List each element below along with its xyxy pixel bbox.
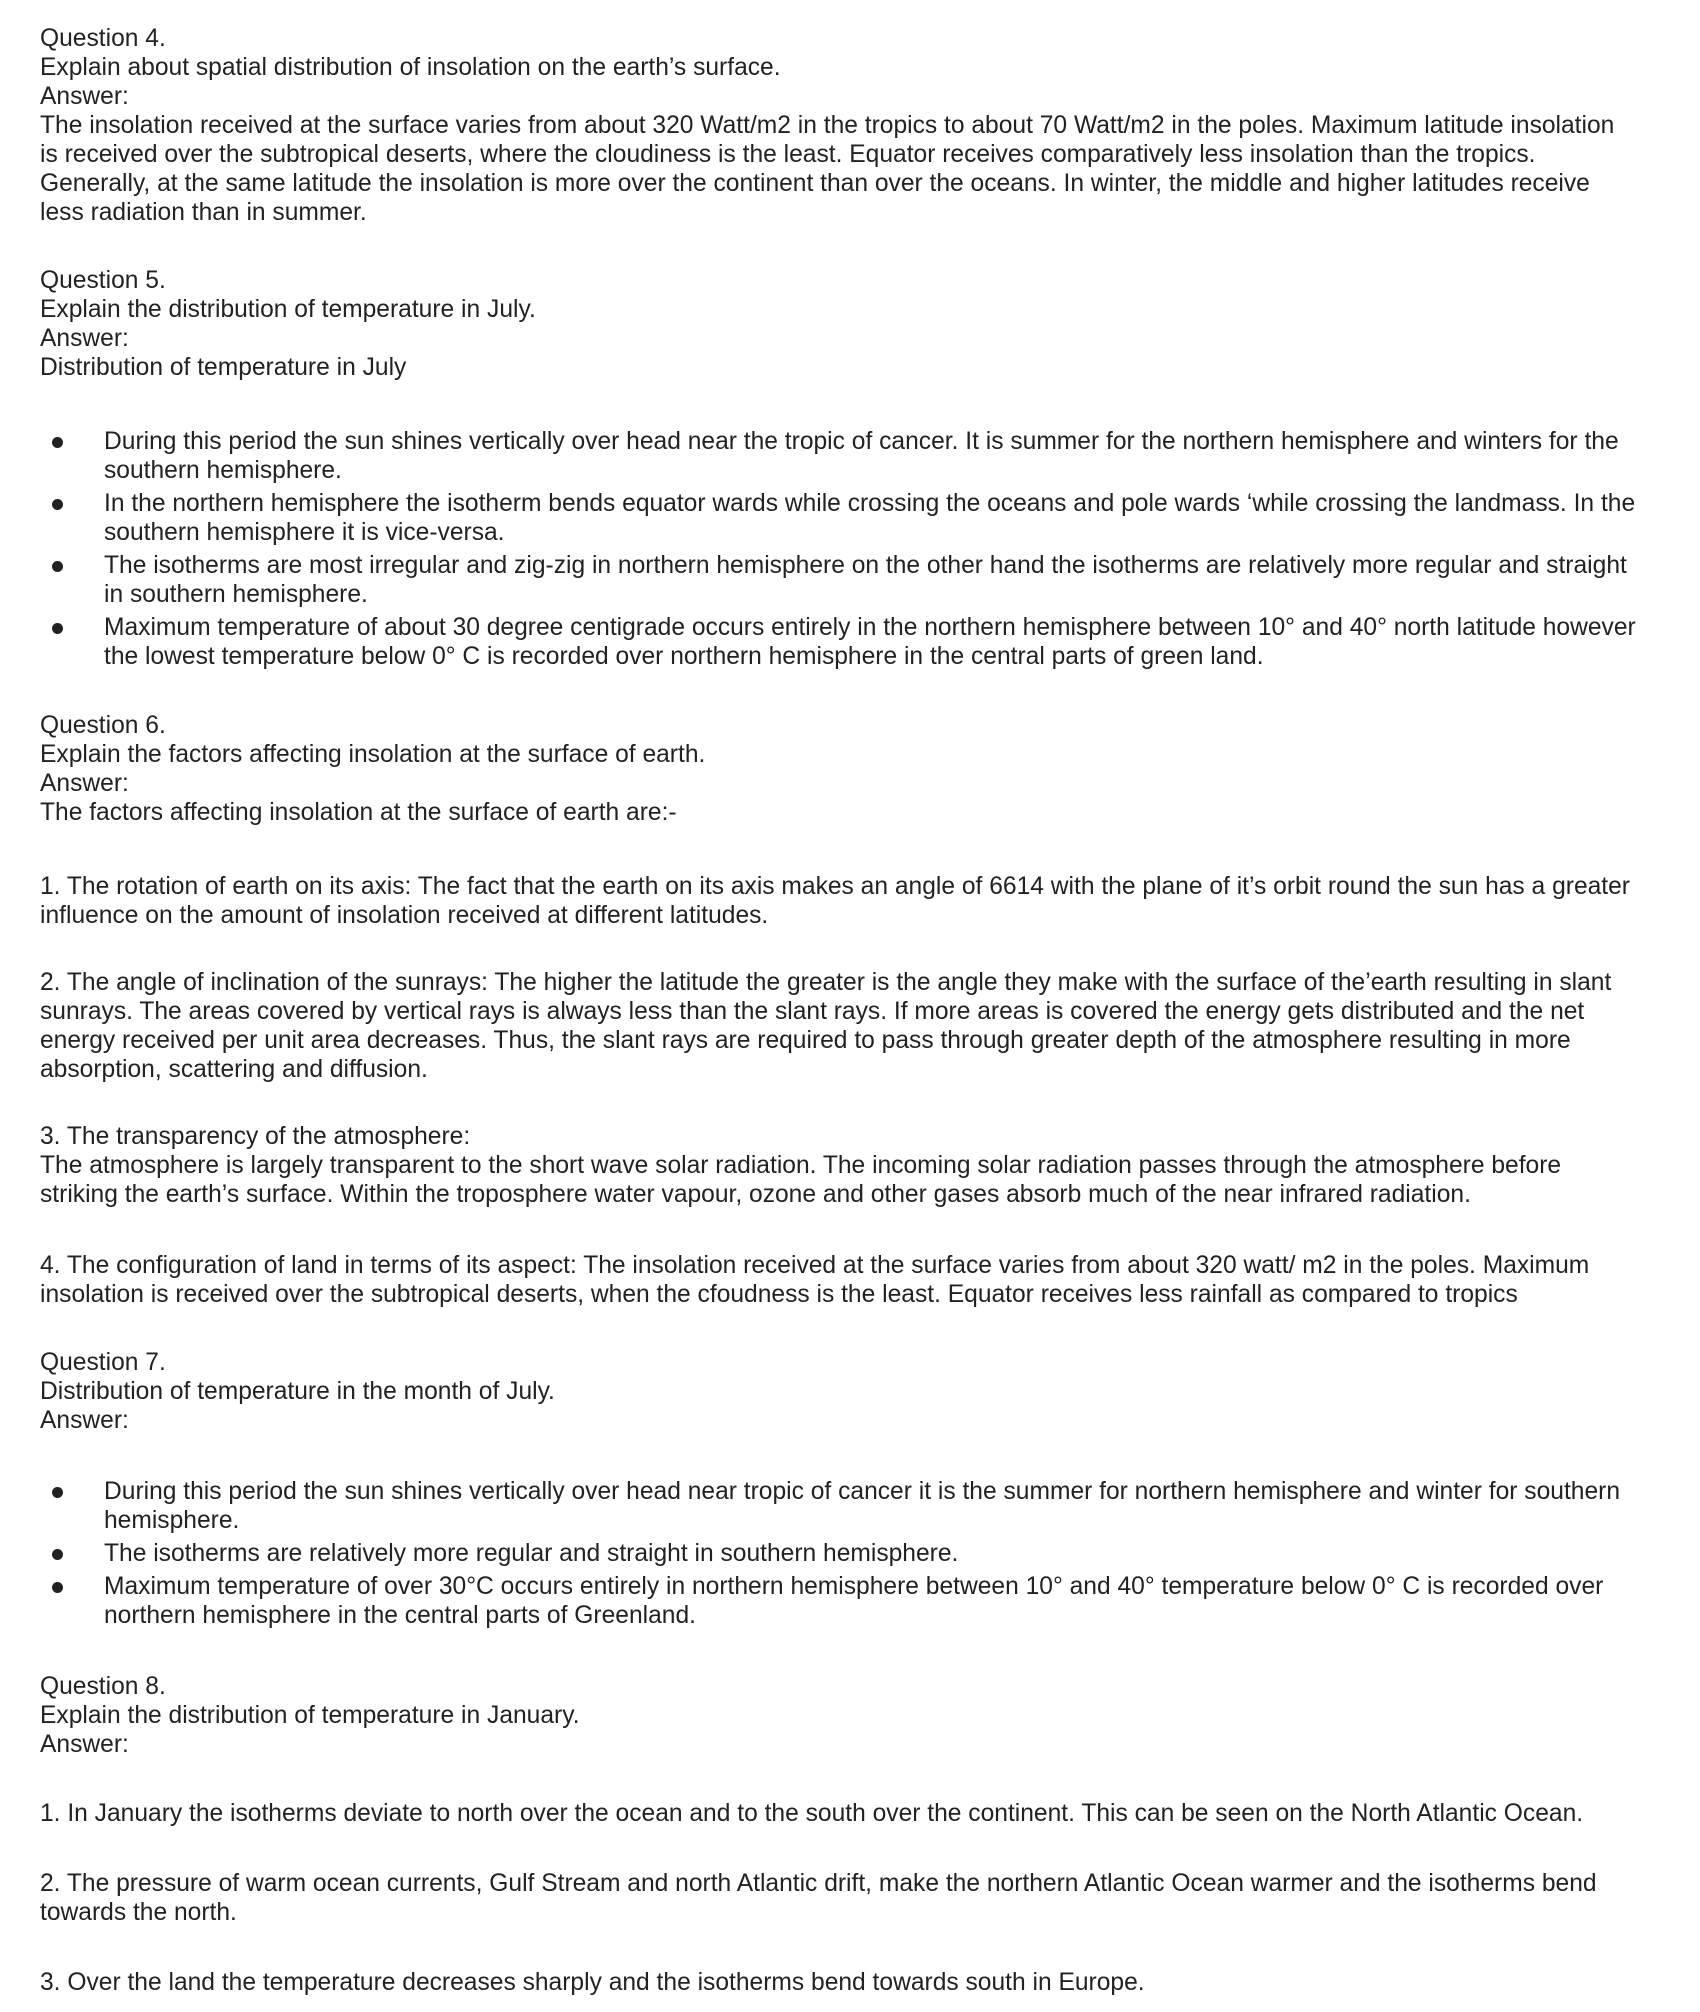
- bullet-item: [40, 1572, 1680, 1630]
- item-text-line: 1. The rotation of earth on its axis: The fact that the earth on its axis makes an angle of 6614 with the plane of it’s orbit round the sun has a greater: [40, 873, 1630, 900]
- bullet-text-line: In the northern hemisphere the isotherm bends equator wards while crossing the oceans and pole wards ‘while crossing the landmass. In the: [104, 490, 1636, 517]
- answer-label: Answer:: [40, 1731, 129, 1758]
- answer-text-line: less radiation than in summer.: [40, 199, 367, 226]
- question-label: Question 5.: [40, 267, 166, 294]
- item-text-line: 2. The angle of inclination of the sunrays: The higher the latitude the greater is the angle they make with the surface of the’earth resulting in slant: [40, 969, 1612, 996]
- item-text-line: energy received per unit area decreases. Thus, the slant rays are required to pass through greater depth of the atmosphere resulting in more: [40, 1027, 1571, 1054]
- answer-label: Answer:: [40, 1407, 129, 1434]
- numbered-item-1: [40, 872, 1680, 930]
- item-text-line: 3. The transparency of the atmosphere:: [40, 1123, 471, 1150]
- question-text: Distribution of temperature in the month of July.: [40, 1378, 555, 1405]
- bullet-icon: [52, 561, 63, 572]
- bullet-text-line: Maximum temperature of about 30 degree centigrade occurs entirely in the northern hemisphere between 10° and 40° north latitude however: [104, 614, 1636, 641]
- bullet-text-line: southern hemisphere.: [104, 457, 342, 484]
- question-6-section: [40, 711, 1680, 827]
- bullet-icon: [52, 437, 63, 448]
- bullet-icon: [52, 1549, 63, 1560]
- numbered-item-4: [40, 1251, 1680, 1309]
- answer-label: Answer:: [40, 325, 129, 352]
- bullet-text-line: The isotherms are most irregular and zig-zig in northern hemisphere on the other hand the isotherms are relatively more regular and straight: [104, 552, 1627, 579]
- bullet-icon: [52, 499, 63, 510]
- numbered-item-2: [40, 968, 1680, 1084]
- answer-label: Answer:: [40, 770, 129, 797]
- bullet-item: [40, 1539, 1680, 1568]
- question-8-section: [40, 1672, 1680, 1759]
- answer-text-line: The insolation received at the surface varies from about 320 Watt/m2 in the tropics to about 70 Watt/m2 in the poles. Maximum latitude insolation: [40, 112, 1615, 139]
- item-text-line: The atmosphere is largely transparent to the short wave solar radiation. The incoming solar radiation passes through the atmosphere before: [40, 1152, 1562, 1179]
- item-text-line: 3. Over the land the temperature decreases sharply and the isotherms bend towards south in Europe.: [40, 1969, 1145, 1996]
- bullet-text-line: Maximum temperature of over 30°C occurs entirely in northern hemisphere between 10° and 40° temperature below 0° C is recorded over: [104, 1573, 1604, 1600]
- item-text-line: absorption, scattering and diffusion.: [40, 1056, 428, 1083]
- item-text-line: influence on the amount of insolation received at different latitudes.: [40, 902, 769, 929]
- item-text-line: striking the earth’s surface. Within the troposphere water vapour, ozone and other gases absorb much of the near infrared radiation.: [40, 1181, 1471, 1208]
- bullet-text-line: southern hemisphere it is vice-versa.: [104, 519, 505, 546]
- question-label: Question 6.: [40, 712, 166, 739]
- bullet-item: [40, 1477, 1680, 1535]
- question-text: Explain the factors affecting insolation at the surface of earth.: [40, 741, 706, 768]
- item-text-line: sunrays. The areas covered by vertical rays is always less than the slant rays. If more areas is covered the energy gets distributed and the net: [40, 998, 1585, 1025]
- question-4-section: [40, 24, 1680, 227]
- numbered-item-1: [40, 1799, 1680, 1828]
- bullet-text-line: the lowest temperature below 0° C is recorded over northern hemisphere in the central parts of green land.: [104, 643, 1264, 670]
- bullet-text-line: in southern hemisphere.: [104, 581, 368, 608]
- question-5-bullet-list: [40, 427, 1680, 675]
- question-text: Explain the distribution of temperature in July.: [40, 296, 536, 323]
- question-label: Question 4.: [40, 25, 166, 52]
- question-7-section: [40, 1348, 1680, 1435]
- question-7-bullet-list: [40, 1477, 1680, 1634]
- question-5-section: [40, 266, 1680, 382]
- bullet-text-line: northern hemisphere in the central parts of Greenland.: [104, 1602, 696, 1629]
- bullet-item: [40, 489, 1680, 547]
- bullet-item: [40, 427, 1680, 485]
- answer-text-line: is received over the subtropical deserts, where the cloudiness is the least. Equator receives comparatively less insolation than the tropics.: [40, 141, 1536, 168]
- bullet-text-line: During this period the sun shines vertically over head near the tropic of cancer. It is summer for the northern hemisphere and winters for the: [104, 428, 1619, 455]
- item-text-line: 1. In January the isotherms deviate to north over the ocean and to the south over the continent. This can be seen on the North Atlantic Ocean.: [40, 1800, 1584, 1827]
- question-text: Explain about spatial distribution of insolation on the earth’s surface.: [40, 54, 781, 81]
- item-text-line: towards the north.: [40, 1899, 237, 1926]
- bullet-item: [40, 551, 1680, 609]
- numbered-item-3: [40, 1968, 1680, 1997]
- answer-text-line: Generally, at the same latitude the insolation is more over the continent than over the oceans. In winter, the middle and higher latitudes receive: [40, 170, 1590, 197]
- answer-intro: The factors affecting insolation at the surface of earth are:-: [40, 799, 677, 826]
- bullet-text-line: During this period the sun shines vertically over head near tropic of cancer it is the summer for northern hemisphere and winter for southern: [104, 1478, 1620, 1505]
- numbered-item-2: [40, 1869, 1680, 1927]
- answer-intro: Distribution of temperature in July: [40, 354, 407, 381]
- answer-label: Answer:: [40, 83, 129, 110]
- bullet-icon: [52, 1487, 63, 1498]
- bullet-item: [40, 613, 1680, 671]
- item-text-line: insolation is received over the subtropical deserts, when the cfoudness is the least. Equator receives less rainfall as compared to tropics: [40, 1281, 1518, 1308]
- question-label: Question 8.: [40, 1673, 166, 1700]
- numbered-item-3: [40, 1122, 1680, 1209]
- question-label: Question 7.: [40, 1349, 166, 1376]
- bullet-icon: [52, 623, 63, 634]
- question-text: Explain the distribution of temperature in January.: [40, 1702, 580, 1729]
- bullet-text-line: The isotherms are relatively more regular and straight in southern hemisphere.: [104, 1540, 959, 1567]
- bullet-icon: [52, 1582, 63, 1593]
- item-text-line: 4. The configuration of land in terms of its aspect: The insolation received at the surface varies from about 320 watt/ m2 in the poles. Maximum: [40, 1252, 1590, 1279]
- bullet-text-line: hemisphere.: [104, 1507, 240, 1534]
- item-text-line: 2. The pressure of warm ocean currents, Gulf Stream and north Atlantic drift, make the northern Atlantic Ocean warmer and the isotherms bend: [40, 1870, 1597, 1897]
